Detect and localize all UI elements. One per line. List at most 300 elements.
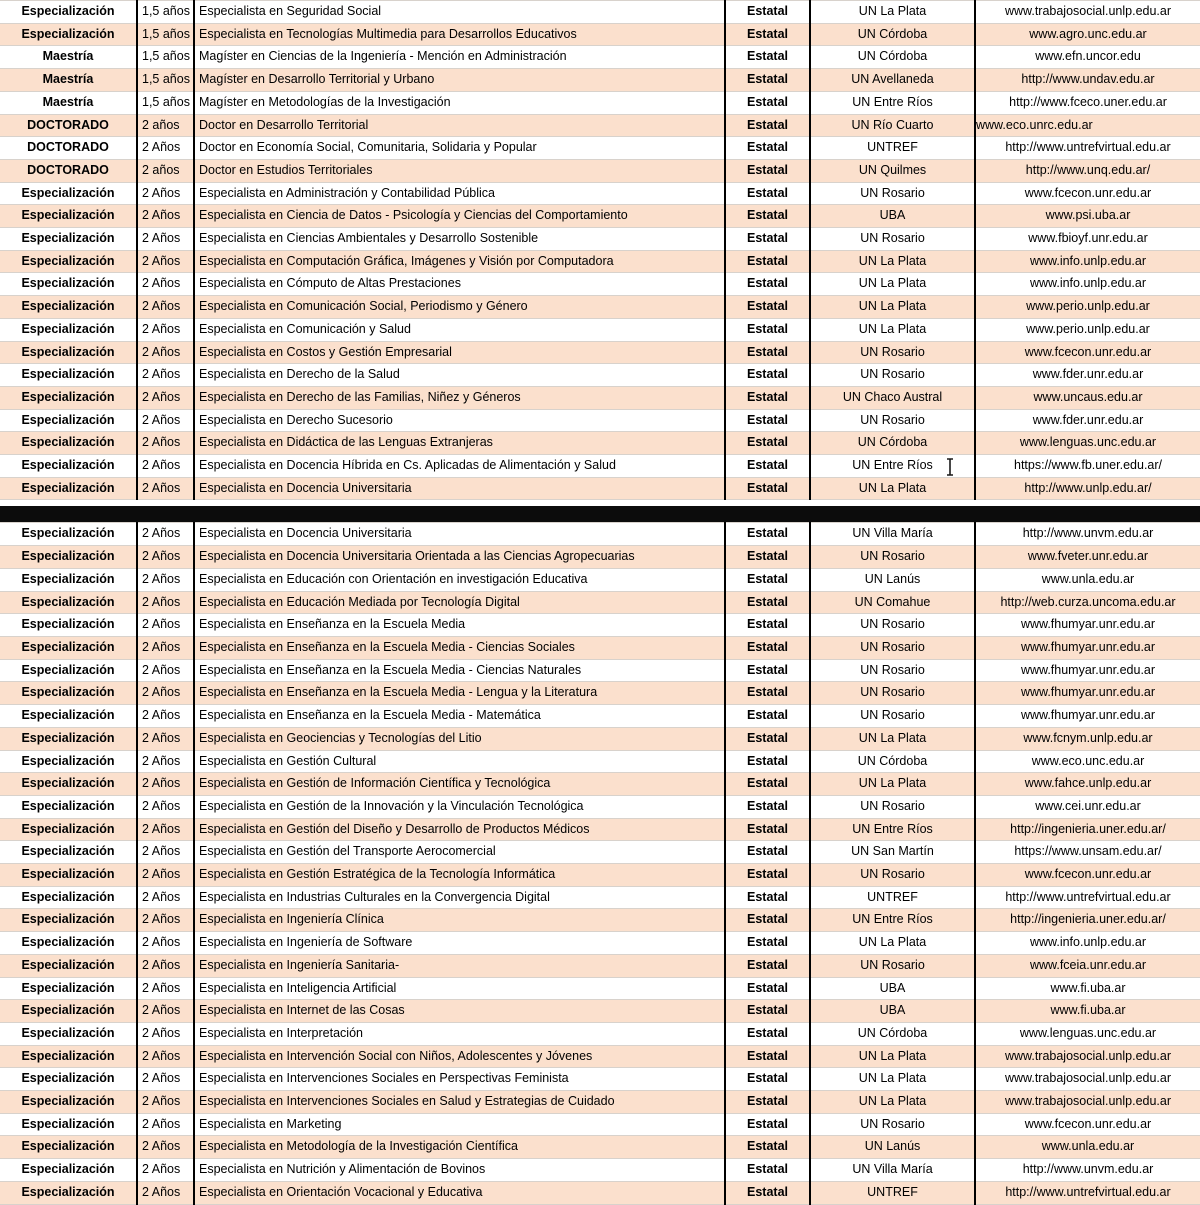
table-row[interactable] <box>0 727 1200 750</box>
cell-gestion: Estatal <box>725 69 810 92</box>
table-row[interactable] <box>0 932 1200 955</box>
cell-nivel: DOCTORADO <box>0 137 137 160</box>
cell-web: https://www.unsam.edu.ar/ <box>975 841 1200 864</box>
cell-universidad: UN La Plata <box>810 773 975 796</box>
cell-web: www.fveter.unr.edu.ar <box>975 546 1200 569</box>
cell-web: http://www.undav.edu.ar <box>975 69 1200 92</box>
cell-carrera: Especialista en Internet de las Cosas <box>194 1000 725 1023</box>
cell-nivel: Especialización <box>0 773 137 796</box>
cell-universidad: UN Rosario <box>810 546 975 569</box>
table-row[interactable] <box>0 1 1200 24</box>
cell-web: www.trabajosocial.unlp.edu.ar <box>975 1068 1200 1091</box>
cell-duracion: 2 Años <box>137 1136 194 1159</box>
cell-gestion: Estatal <box>725 750 810 773</box>
cell-universidad: UN Lanús <box>810 568 975 591</box>
cell-duracion: 2 Años <box>137 795 194 818</box>
cell-gestion: Estatal <box>725 1091 810 1114</box>
cell-gestion: Estatal <box>725 364 810 387</box>
table-row[interactable] <box>0 228 1200 251</box>
cell-universidad: UNTREF <box>810 1181 975 1204</box>
cell-carrera: Doctor en Economía Social, Comunitaria, Solidaria y Popular <box>194 137 725 160</box>
cell-nivel: Especialización <box>0 1068 137 1091</box>
cell-carrera: Especialista en Gestión de la Innovación y la Vinculación Tecnológica <box>194 795 725 818</box>
cell-duracion: 2 Años <box>137 228 194 251</box>
cell-web: www.info.unlp.edu.ar <box>975 250 1200 273</box>
cell-duracion: 2 Años <box>137 909 194 932</box>
cell-nivel: Especialización <box>0 568 137 591</box>
cell-gestion: Estatal <box>725 1159 810 1182</box>
cell-carrera: Especialista en Intervención Social con Niños, Adolescentes y Jóvenes <box>194 1045 725 1068</box>
cell-web: www.cei.unr.edu.ar <box>975 795 1200 818</box>
cell-gestion: Estatal <box>725 546 810 569</box>
table-row[interactable] <box>0 296 1200 319</box>
cell-duracion: 2 Años <box>137 455 194 478</box>
cell-gestion: Estatal <box>725 659 810 682</box>
cell-universidad: UN Córdoba <box>810 23 975 46</box>
cell-carrera: Magíster en Ciencias de la Ingeniería - Mención en Administración <box>194 46 725 69</box>
cell-carrera: Especialista en Educación Mediada por Tecnología Digital <box>194 591 725 614</box>
cell-gestion: Estatal <box>725 91 810 114</box>
cell-nivel: Maestría <box>0 46 137 69</box>
cell-nivel: Especialización <box>0 909 137 932</box>
cell-web: http://www.unvm.edu.ar <box>975 1159 1200 1182</box>
cell-nivel: Especialización <box>0 659 137 682</box>
cell-web: www.lenguas.unc.edu.ar <box>975 432 1200 455</box>
cell-universidad: UN Quilmes <box>810 159 975 182</box>
cell-carrera: Especialista en Enseñanza en la Escuela Media - Ciencias Sociales <box>194 636 725 659</box>
table-row[interactable] <box>0 568 1200 591</box>
cell-nivel: Maestría <box>0 91 137 114</box>
cell-carrera: Especialista en Inteligencia Artificial <box>194 977 725 1000</box>
table-row[interactable] <box>0 91 1200 114</box>
cell-nivel: Especialización <box>0 1113 137 1136</box>
table-row[interactable] <box>0 477 1200 500</box>
cell-nivel: Especialización <box>0 432 137 455</box>
cell-carrera: Especialista en Gestión Cultural <box>194 750 725 773</box>
table-row[interactable] <box>0 318 1200 341</box>
cell-universidad: UN Córdoba <box>810 46 975 69</box>
cell-web: www.trabajosocial.unlp.edu.ar <box>975 1045 1200 1068</box>
cell-web: www.fhumyar.unr.edu.ar <box>975 682 1200 705</box>
cell-nivel: Especialización <box>0 182 137 205</box>
cell-universidad: UN La Plata <box>810 1045 975 1068</box>
cell-carrera: Especialista en Metodología de la Investigación Científica <box>194 1136 725 1159</box>
cell-universidad: UN Rosario <box>810 364 975 387</box>
cell-universidad: UN Córdoba <box>810 432 975 455</box>
cell-carrera: Especialista en Orientación Vocacional y Educativa <box>194 1181 725 1204</box>
cell-duracion: 1,5 años <box>137 23 194 46</box>
cell-web: www.unla.edu.ar <box>975 1136 1200 1159</box>
cell-duracion: 2 Años <box>137 205 194 228</box>
cell-duracion: 2 Años <box>137 954 194 977</box>
cell-carrera: Especialista en Comunicación y Salud <box>194 318 725 341</box>
cell-duracion: 2 Años <box>137 409 194 432</box>
cell-web: www.info.unlp.edu.ar <box>975 273 1200 296</box>
cell-universidad: UN Avellaneda <box>810 69 975 92</box>
cell-web: www.info.unlp.edu.ar <box>975 932 1200 955</box>
cell-web: www.eco.unc.edu.ar <box>975 750 1200 773</box>
cell-gestion: Estatal <box>725 705 810 728</box>
cell-gestion: Estatal <box>725 432 810 455</box>
table-row[interactable] <box>0 591 1200 614</box>
table-row[interactable] <box>0 886 1200 909</box>
cell-gestion: Estatal <box>725 341 810 364</box>
cell-carrera: Especialista en Derecho Sucesorio <box>194 409 725 432</box>
table-row[interactable] <box>0 1136 1200 1159</box>
cell-duracion: 2 Años <box>137 1068 194 1091</box>
cell-duracion: 2 Años <box>137 705 194 728</box>
table-row[interactable] <box>0 455 1200 478</box>
cell-nivel: Especialización <box>0 23 137 46</box>
cell-duracion: 2 Años <box>137 1091 194 1114</box>
cell-nivel: Especialización <box>0 1091 137 1114</box>
cell-universidad: UN Villa María <box>810 1159 975 1182</box>
cell-carrera: Especialista en Docencia Híbrida en Cs. Aplicadas de Alimentación y Salud <box>194 455 725 478</box>
cell-gestion: Estatal <box>725 523 810 546</box>
table-row[interactable] <box>0 750 1200 773</box>
cell-gestion: Estatal <box>725 773 810 796</box>
cell-duracion: 2 Años <box>137 841 194 864</box>
cell-carrera: Especialista en Ciencias Ambientales y Desarrollo Sostenible <box>194 228 725 251</box>
cell-duracion: 2 Años <box>137 318 194 341</box>
cell-carrera: Especialista en Educación con Orientación en investigación Educativa <box>194 568 725 591</box>
cell-nivel: Especialización <box>0 841 137 864</box>
cell-nivel: Especialización <box>0 886 137 909</box>
cell-universidad: UN Entre Ríos <box>810 909 975 932</box>
cell-carrera: Especialista en Gestión del Diseño y Desarrollo de Productos Médicos <box>194 818 725 841</box>
cell-duracion: 2 Años <box>137 386 194 409</box>
cell-gestion: Estatal <box>725 182 810 205</box>
cell-nivel: DOCTORADO <box>0 114 137 137</box>
cell-nivel: Especialización <box>0 318 137 341</box>
cell-universidad: UN Río Cuarto <box>810 114 975 137</box>
cell-web: www.fder.unr.edu.ar <box>975 409 1200 432</box>
cell-web: www.perio.unlp.edu.ar <box>975 318 1200 341</box>
table-row[interactable] <box>0 1091 1200 1114</box>
cell-duracion: 1,5 años <box>137 1 194 24</box>
cell-carrera: Especialista en Marketing <box>194 1113 725 1136</box>
cell-universidad: UNTREF <box>810 886 975 909</box>
cell-carrera: Especialista en Didáctica de las Lenguas Extranjeras <box>194 432 725 455</box>
cell-web: http://www.fceco.uner.edu.ar <box>975 91 1200 114</box>
table-row[interactable] <box>0 386 1200 409</box>
table-row[interactable] <box>0 205 1200 228</box>
cell-duracion: 2 Años <box>137 546 194 569</box>
cell-nivel: DOCTORADO <box>0 159 137 182</box>
cell-duracion: 2 Años <box>137 636 194 659</box>
cell-duracion: 2 Años <box>137 864 194 887</box>
cell-universidad: UN Entre Ríos <box>810 91 975 114</box>
table-row[interactable] <box>0 977 1200 1000</box>
table-row[interactable] <box>0 69 1200 92</box>
cell-web: http://ingenieria.uner.edu.ar/ <box>975 909 1200 932</box>
cell-carrera: Especialista en Derecho de la Salud <box>194 364 725 387</box>
cell-gestion: Estatal <box>725 1022 810 1045</box>
cell-nivel: Especialización <box>0 795 137 818</box>
cell-universidad: UN Rosario <box>810 954 975 977</box>
cell-carrera: Especialista en Gestión del Transporte Aerocomercial <box>194 841 725 864</box>
cell-carrera: Especialista en Geociencias y Tecnologías del Litio <box>194 727 725 750</box>
cell-gestion: Estatal <box>725 614 810 637</box>
cell-web: www.uncaus.edu.ar <box>975 386 1200 409</box>
cell-universidad: UN Rosario <box>810 682 975 705</box>
table-row[interactable] <box>0 546 1200 569</box>
cell-nivel: Especialización <box>0 705 137 728</box>
cell-gestion: Estatal <box>725 636 810 659</box>
cell-gestion: Estatal <box>725 46 810 69</box>
table-row[interactable] <box>0 614 1200 637</box>
cell-universidad: UN La Plata <box>810 296 975 319</box>
cell-duracion: 2 Años <box>137 773 194 796</box>
cell-duracion: 2 Años <box>137 477 194 500</box>
cell-web: http://web.curza.uncoma.edu.ar <box>975 591 1200 614</box>
cell-gestion: Estatal <box>725 205 810 228</box>
cell-gestion: Estatal <box>725 137 810 160</box>
cell-nivel: Especialización <box>0 205 137 228</box>
cell-carrera: Especialista en Intervenciones Sociales en Salud y Estrategias de Cuidado <box>194 1091 725 1114</box>
cell-nivel: Especialización <box>0 1045 137 1068</box>
table-row[interactable] <box>0 1022 1200 1045</box>
cell-universidad: UN Lanús <box>810 1136 975 1159</box>
cell-web: www.trabajosocial.unlp.edu.ar <box>975 1 1200 24</box>
cell-duracion: 2 Años <box>137 432 194 455</box>
table-row[interactable] <box>0 773 1200 796</box>
cell-nivel: Especialización <box>0 409 137 432</box>
cell-web: http://www.untrefvirtual.edu.ar <box>975 1181 1200 1204</box>
cell-universidad: UN Rosario <box>810 659 975 682</box>
cell-nivel: Especialización <box>0 1136 137 1159</box>
table-row[interactable] <box>0 795 1200 818</box>
table-row[interactable] <box>0 864 1200 887</box>
cell-nivel: Especialización <box>0 341 137 364</box>
cell-universidad: UN Chaco Austral <box>810 386 975 409</box>
cell-web: www.fcecon.unr.edu.ar <box>975 182 1200 205</box>
cell-nivel: Especialización <box>0 932 137 955</box>
cell-web: www.trabajosocial.unlp.edu.ar <box>975 1091 1200 1114</box>
cell-carrera: Especialista en Costos y Gestión Empresarial <box>194 341 725 364</box>
cell-web: http://www.unlp.edu.ar/ <box>975 477 1200 500</box>
cell-duracion: 2 Años <box>137 273 194 296</box>
cell-carrera: Doctor en Estudios Territoriales <box>194 159 725 182</box>
cell-universidad: UBA <box>810 977 975 1000</box>
cell-duracion: 2 Años <box>137 250 194 273</box>
cell-universidad: UBA <box>810 1000 975 1023</box>
cell-carrera: Especialista en Enseñanza en la Escuela Media - Ciencias Naturales <box>194 659 725 682</box>
cell-universidad: UN Rosario <box>810 228 975 251</box>
cell-universidad: UN San Martín <box>810 841 975 864</box>
cell-duracion: 2 Años <box>137 750 194 773</box>
cell-gestion: Estatal <box>725 727 810 750</box>
cell-web: https://www.fb.uner.edu.ar/ <box>975 455 1200 478</box>
cell-universidad: UBA <box>810 205 975 228</box>
cell-gestion: Estatal <box>725 1000 810 1023</box>
cell-nivel: Especialización <box>0 864 137 887</box>
cell-gestion: Estatal <box>725 886 810 909</box>
cell-nivel: Maestría <box>0 69 137 92</box>
cell-duracion: 2 Años <box>137 182 194 205</box>
cell-duracion: 1,5 años <box>137 46 194 69</box>
cell-nivel: Especialización <box>0 364 137 387</box>
cell-web: www.fcecon.unr.edu.ar <box>975 341 1200 364</box>
cell-carrera: Especialista en Tecnologías Multimedia para Desarrollos Educativos <box>194 23 725 46</box>
table-row[interactable] <box>0 137 1200 160</box>
table-row[interactable] <box>0 523 1200 546</box>
cell-web: www.fder.unr.edu.ar <box>975 364 1200 387</box>
cell-universidad: UN La Plata <box>810 932 975 955</box>
cell-nivel: Especialización <box>0 386 137 409</box>
cell-duracion: 2 Años <box>137 568 194 591</box>
cell-carrera: Especialista en Docencia Universitaria Orientada a las Ciencias Agropecuarias <box>194 546 725 569</box>
cell-universidad: UN Rosario <box>810 795 975 818</box>
cell-carrera: Especialista en Administración y Contabilidad Pública <box>194 182 725 205</box>
cell-carrera: Magíster en Metodologías de la Investigación <box>194 91 725 114</box>
table-row[interactable] <box>0 1000 1200 1023</box>
table-row[interactable] <box>0 364 1200 387</box>
cell-carrera: Especialista en Industrias Culturales en la Convergencia Digital <box>194 886 725 909</box>
cell-duracion: 2 Años <box>137 659 194 682</box>
cell-universidad: UN La Plata <box>810 727 975 750</box>
cell-gestion: Estatal <box>725 296 810 319</box>
cell-duracion: 2 años <box>137 159 194 182</box>
table-row[interactable] <box>0 46 1200 69</box>
cell-carrera: Especialista en Docencia Universitaria <box>194 477 725 500</box>
table-row[interactable] <box>0 841 1200 864</box>
cell-gestion: Estatal <box>725 228 810 251</box>
cell-nivel: Especialización <box>0 523 137 546</box>
cell-universidad: UNTREF <box>810 137 975 160</box>
cell-duracion: 2 Años <box>137 614 194 637</box>
cell-gestion: Estatal <box>725 795 810 818</box>
table-row[interactable] <box>0 909 1200 932</box>
cell-carrera: Doctor en Desarrollo Territorial <box>194 114 725 137</box>
cell-nivel: Especialización <box>0 1022 137 1045</box>
cell-duracion: 2 Años <box>137 1113 194 1136</box>
table-row[interactable] <box>0 409 1200 432</box>
cell-gestion: Estatal <box>725 409 810 432</box>
cell-nivel: Especialización <box>0 228 137 251</box>
cell-duracion: 2 Años <box>137 1159 194 1182</box>
cell-gestion: Estatal <box>725 568 810 591</box>
posgrado-table-bottom <box>0 522 1200 1204</box>
cell-carrera: Especialista en Ingeniería Sanitaria- <box>194 954 725 977</box>
cell-universidad: UN Villa María <box>810 523 975 546</box>
cell-nivel: Especialización <box>0 727 137 750</box>
cell-web: http://www.untrefvirtual.edu.ar <box>975 137 1200 160</box>
table-row[interactable] <box>0 273 1200 296</box>
cell-web: www.fhumyar.unr.edu.ar <box>975 659 1200 682</box>
cell-web: www.eco.unrc.edu.ar <box>975 114 1200 137</box>
table-row[interactable] <box>0 114 1200 137</box>
posgrado-table-top <box>0 0 1200 500</box>
cell-universidad: UN Entre Ríos <box>810 455 975 478</box>
cell-gestion: Estatal <box>725 682 810 705</box>
table-row[interactable] <box>0 636 1200 659</box>
cell-nivel: Especialización <box>0 636 137 659</box>
cell-web: www.fhumyar.unr.edu.ar <box>975 614 1200 637</box>
cell-universidad: UN Córdoba <box>810 750 975 773</box>
cell-gestion: Estatal <box>725 318 810 341</box>
table-row[interactable] <box>0 818 1200 841</box>
cell-carrera: Especialista en Computación Gráfica, Imágenes y Visión por Computadora <box>194 250 725 273</box>
cell-carrera: Especialista en Cómputo de Altas Prestaciones <box>194 273 725 296</box>
table-row[interactable] <box>0 1045 1200 1068</box>
cell-universidad: UN La Plata <box>810 477 975 500</box>
cell-web: www.perio.unlp.edu.ar <box>975 296 1200 319</box>
cell-web: www.unla.edu.ar <box>975 568 1200 591</box>
cell-gestion: Estatal <box>725 455 810 478</box>
cell-universidad: UN Rosario <box>810 705 975 728</box>
cell-nivel: Especialización <box>0 455 137 478</box>
table-row[interactable] <box>0 1181 1200 1204</box>
cell-web: www.fceia.unr.edu.ar <box>975 954 1200 977</box>
cell-gestion: Estatal <box>725 591 810 614</box>
cell-gestion: Estatal <box>725 273 810 296</box>
cell-gestion: Estatal <box>725 841 810 864</box>
cell-universidad: UN La Plata <box>810 1091 975 1114</box>
cell-universidad: UN La Plata <box>810 318 975 341</box>
table-row[interactable] <box>0 182 1200 205</box>
cell-duracion: 1,5 años <box>137 69 194 92</box>
cell-universidad: UN Rosario <box>810 409 975 432</box>
cell-nivel: Especialización <box>0 954 137 977</box>
table-row[interactable] <box>0 250 1200 273</box>
cell-universidad: UN Rosario <box>810 1113 975 1136</box>
cell-duracion: 1,5 años <box>137 91 194 114</box>
cell-web: http://www.untrefvirtual.edu.ar <box>975 886 1200 909</box>
cell-universidad: UN Córdoba <box>810 1022 975 1045</box>
cell-gestion: Estatal <box>725 864 810 887</box>
cell-nivel: Especialización <box>0 818 137 841</box>
table-row[interactable] <box>0 659 1200 682</box>
table-row[interactable] <box>0 23 1200 46</box>
cell-carrera: Especialista en Enseñanza en la Escuela Media - Matemática <box>194 705 725 728</box>
cell-gestion: Estatal <box>725 818 810 841</box>
cell-gestion: Estatal <box>725 977 810 1000</box>
table-row[interactable] <box>0 1113 1200 1136</box>
cell-duracion: 2 años <box>137 114 194 137</box>
table-row[interactable] <box>0 341 1200 364</box>
table-row[interactable] <box>0 432 1200 455</box>
cell-gestion: Estatal <box>725 1068 810 1091</box>
cell-universidad: UN Rosario <box>810 864 975 887</box>
cell-universidad: UN Rosario <box>810 341 975 364</box>
table-row[interactable] <box>0 1159 1200 1182</box>
cell-universidad: UN Entre Ríos <box>810 818 975 841</box>
table-row[interactable] <box>0 954 1200 977</box>
cell-duracion: 2 Años <box>137 1181 194 1204</box>
cell-gestion: Estatal <box>725 1045 810 1068</box>
table-row[interactable] <box>0 682 1200 705</box>
cell-gestion: Estatal <box>725 250 810 273</box>
cell-carrera: Especialista en Docencia Universitaria <box>194 523 725 546</box>
cell-universidad: UN Rosario <box>810 636 975 659</box>
cell-web: http://ingenieria.uner.edu.ar/ <box>975 818 1200 841</box>
cell-nivel: Especialización <box>0 546 137 569</box>
cell-universidad: UN La Plata <box>810 250 975 273</box>
cell-gestion: Estatal <box>725 1136 810 1159</box>
cell-nivel: Especialización <box>0 591 137 614</box>
table-row[interactable] <box>0 705 1200 728</box>
table-row[interactable] <box>0 159 1200 182</box>
cell-nivel: Especialización <box>0 1 137 24</box>
cell-universidad: UN La Plata <box>810 1068 975 1091</box>
cell-nivel: Especialización <box>0 273 137 296</box>
cell-gestion: Estatal <box>725 909 810 932</box>
table-row[interactable] <box>0 1068 1200 1091</box>
cell-universidad: UN Rosario <box>810 182 975 205</box>
cell-gestion: Estatal <box>725 477 810 500</box>
cell-gestion: Estatal <box>725 932 810 955</box>
